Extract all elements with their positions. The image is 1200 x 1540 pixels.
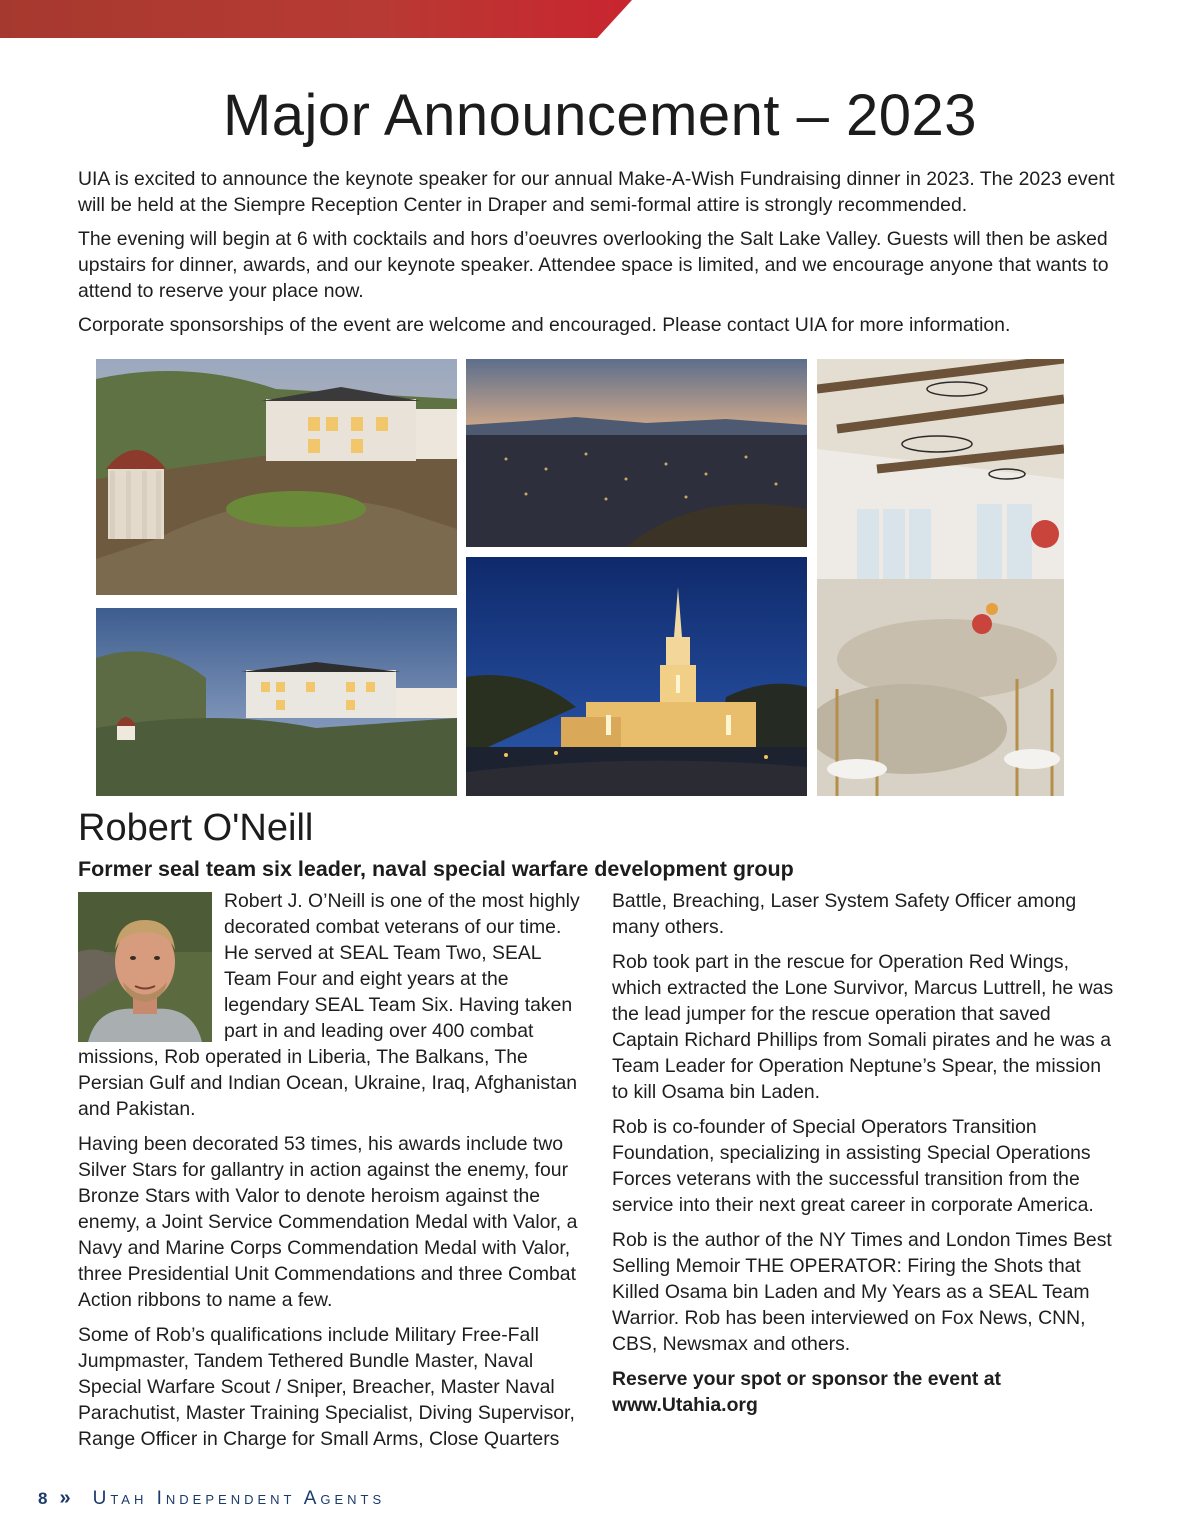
venue-estate-photo xyxy=(96,359,457,595)
bio-right-column xyxy=(612,888,1122,1427)
publication-name: Utah Independent Agents xyxy=(92,1487,386,1509)
bio-paragraph: Rob is the author of the NY Times and London Times Best Selling Memoir THE OPERATOR: Firing the Shots that Killed Osama bin Laden and My Years as a SEAL Team Warrior. Rob has been interviewed on Fox News, CNN, CBS, Newsmax and others. xyxy=(612,1229,1112,1355)
header-banner xyxy=(0,0,632,38)
reception-hall-photo xyxy=(817,359,1064,796)
bio-paragraph: Battle, Breaching, Laser System Safety Officer among many others. xyxy=(612,890,1077,938)
speaker-portrait xyxy=(78,892,212,1042)
valley-dusk-photo xyxy=(466,359,807,547)
speaker-name: Robert O'Neill xyxy=(78,807,314,849)
bio-paragraph: Rob is co-founder of Special Operators Transition Foundation, specializing in assisting Special Operations Forces veterans with the successful transition from the service into their next great career in corporate America. xyxy=(612,1116,1094,1216)
intro-section xyxy=(78,166,1126,346)
reserve-cta: Reserve your spot or sponsor the event at www.Utahia.org xyxy=(612,1368,1001,1416)
bio-paragraph: Having been decorated 53 times, his awards include two Silver Stars for gallantry in action against the enemy, four Bronze Stars with Valor to denote heroism against the enemy, a Joint Service Commendation Medal with Valor, a Navy and Marine Corps Commendation Medal with Valor, three Presidential Unit Commendations and three Combat Action ribbons to name a few. xyxy=(78,1133,578,1311)
bio-paragraph: Rob took part in the rescue for Operation Red Wings, which extracted the Lone Survivor, Marcus Luttrell, he was the lead jumper for the rescue operation that saved Captain Richard Phillips from Somali pirates and he was a Team Leader for Operation Neptune’s Spear, the mission to kill Osama bin Laden. xyxy=(612,951,1114,1103)
temple-night-photo xyxy=(466,557,807,796)
intro-paragraph: The evening will begin at 6 with cocktails and hors d’oeuvres overlooking the Salt Lake Valley. Guests will then be asked upstairs for dinner, awards, and our keynote speaker. Attendee space is limited, and we encourage anyone that wants to attend to reserve your place now. xyxy=(78,228,1109,302)
estate-evening-photo xyxy=(96,608,457,796)
page-number: 8 xyxy=(38,1488,48,1508)
bio-paragraph: Some of Rob’s qualifications include Military Free-Fall Jumpmaster, Tandem Tethered Bundle Master, Naval Special Warfare Scout / Sniper, Breacher, Master Naval Parachutist, Master Training Specialist, Diving Supervisor, Range Officer in Charge for Small Arms, Close Quarters xyxy=(78,1324,575,1450)
double-chevron-icon: » xyxy=(59,1487,71,1509)
intro-paragraph: Corporate sponsorships of the event are welcome and encouraged. Please contact UIA for more information. xyxy=(78,314,1011,336)
bio-paragraph: Robert J. O’Neill is one of the most highly decorated combat veterans of our time. He served at SEAL Team Two, SEAL Team Four and eight years at the legendary SEAL Team Six. Having taken part in and leading over 400 combat missions, Rob operated in Liberia, The Balkans, The Persian Gulf and Indian Ocean, Ukraine, Iraq, Afghanistan and Pakistan. xyxy=(78,890,580,1120)
page-title: Major Announcement – 2023 xyxy=(222,83,978,148)
speaker-subtitle: Former seal team six leader, naval special warfare development group xyxy=(78,857,794,881)
bio-left-column xyxy=(78,888,588,1461)
intro-paragraph: UIA is excited to announce the keynote speaker for our annual Make-A-Wish Fundraising dinner in 2023. The 2023 event will be held at the Siempre Reception Center in Draper and semi-formal attire is strongly recommended. xyxy=(78,168,1115,216)
page-footer xyxy=(38,1487,385,1510)
